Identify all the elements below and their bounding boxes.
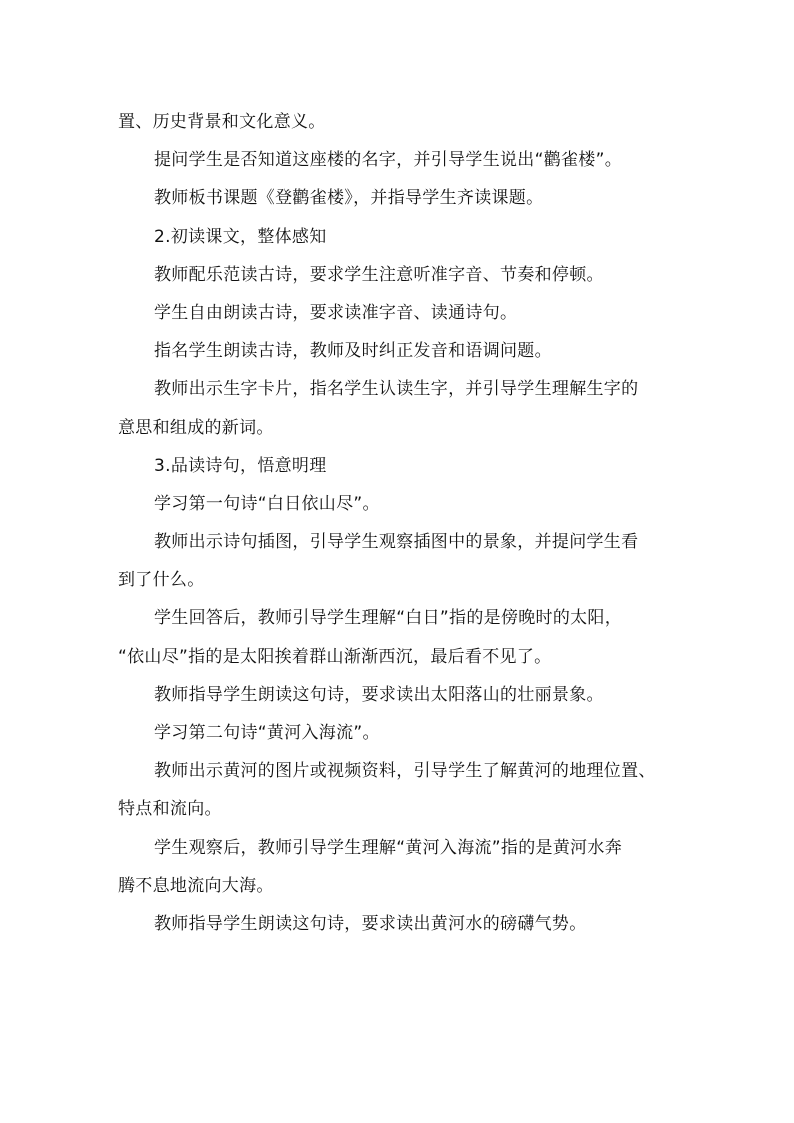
paragraph-line: 学生回答后，教师引导学生理解“白日”指的是傍晚时的太阳，	[154, 608, 623, 629]
paragraph-line: 置、历史背景和文化意义。	[118, 112, 326, 132]
paragraph-line: 教师出示黄河的图片或视频资料，引导学生了解黄河的地理位置、	[154, 761, 656, 782]
paragraph-line: 学生自由朗读古诗，要求读准字音、读通诗句。	[154, 302, 518, 323]
paragraph-line: 腾不息地流向大海。	[118, 875, 274, 896]
paragraph-line: 特点和流向。	[118, 799, 222, 820]
section-heading: 2.初读课文，整体感知	[154, 226, 327, 247]
paragraph-line: 学习第二句诗“黄河入海流”。	[154, 723, 380, 743]
paragraph-line: “依山尽”指的是太阳挨着群山渐渐西沉，最后看不见了。	[118, 646, 552, 667]
paragraph-line: 提问学生是否知道这座楼的名字，并引导学生说出“鹳雀楼”。	[154, 150, 623, 171]
paragraph-line: 教师配乐范读古诗，要求学生注意听准字音、节奏和停顿。	[154, 264, 604, 285]
paragraph-line: 教师出示诗句插图，引导学生观察插图中的景象，并提问学生看	[154, 532, 639, 553]
paragraph-line: 指名学生朗读古诗，教师及时纠正发音和语调问题。	[154, 341, 552, 362]
paragraph-line: 教师指导学生朗读这句诗，要求读出太阳落山的壮丽景象。	[154, 684, 604, 705]
paragraph-line: 教师板书课题《登鹳雀楼》，并指导学生齐读课题。	[154, 188, 544, 209]
paragraph-line: 学习第一句诗“白日依山尽”。	[154, 493, 380, 514]
section-heading: 3.品读诗句，悟意明理	[154, 455, 327, 476]
document-page	[118, 103, 678, 943]
paragraph-line: 学生观察后，教师引导学生理解“黄河入海流”指的是黄河水奔	[154, 837, 623, 858]
paragraph-line: 意思和组成的新词。	[118, 417, 274, 438]
paragraph-line: 教师出示生字卡片，指名学生认读生字，并引导学生理解生字的	[154, 379, 639, 400]
paragraph-line: 到了什么。	[118, 570, 205, 591]
paragraph-line: 教师指导学生朗读这句诗，要求读出黄河水的磅礴气势。	[154, 913, 587, 934]
